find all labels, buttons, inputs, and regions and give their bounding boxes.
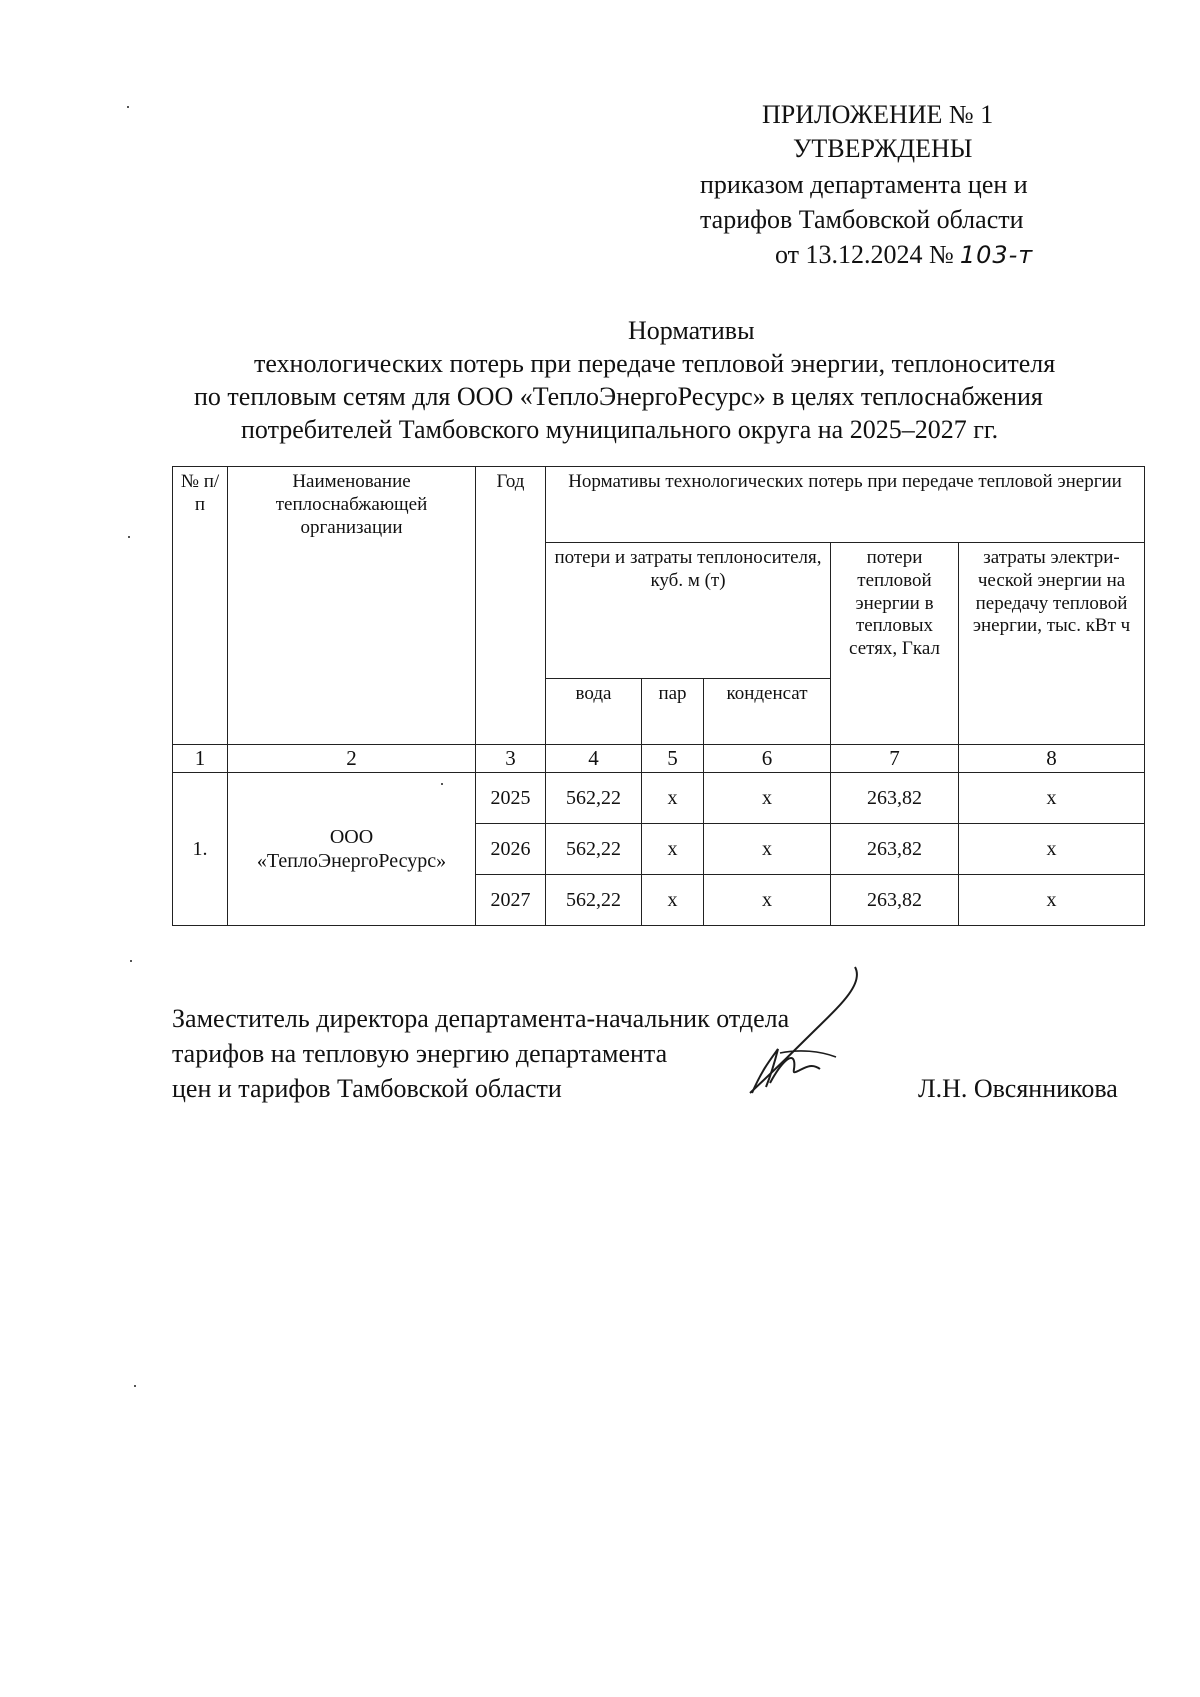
doc-subtitle-line-1: технологических потерь при передаче тепловой энергии, теплоносителя bbox=[254, 349, 1056, 378]
org-name-line-2: «ТеплоЭнергоРесурс» bbox=[256, 850, 447, 873]
year-cell: 2025 bbox=[476, 773, 546, 824]
header-condensate: конденсат bbox=[704, 679, 831, 745]
order-date: от 13.12.2024 № bbox=[775, 240, 954, 269]
col-number-3: 3 bbox=[476, 745, 546, 773]
scan-speck bbox=[128, 536, 130, 538]
col-number-6: 6 bbox=[704, 745, 831, 773]
scan-speck bbox=[134, 1385, 136, 1387]
steam-cell: х bbox=[642, 824, 704, 875]
steam-cell: х bbox=[642, 773, 704, 824]
heat-loss-cell: 263,82 bbox=[831, 875, 959, 926]
heat-loss-cell: 263,82 bbox=[831, 773, 959, 824]
steam-cell: х bbox=[642, 875, 704, 926]
org-name-line-1: ООО bbox=[329, 826, 374, 849]
scan-speck bbox=[127, 106, 129, 108]
header-year: Год bbox=[476, 467, 546, 745]
col-number-8: 8 bbox=[959, 745, 1145, 773]
org-name bbox=[228, 773, 476, 926]
order-number-handwritten: 103-т bbox=[959, 241, 1034, 269]
handwritten-signature bbox=[740, 965, 880, 1105]
col-number-2: 2 bbox=[228, 745, 476, 773]
electricity-cell: х bbox=[959, 875, 1145, 926]
doc-subtitle-line-2: по тепловым сетям для ООО «ТеплоЭнергоРесурс» в целях теплоснабжения bbox=[194, 382, 1043, 411]
order-date-line bbox=[775, 240, 1033, 270]
col-number-1: 1 bbox=[173, 745, 228, 773]
table-row bbox=[173, 773, 1145, 824]
header-electricity-costs: затраты электри-ческой энергии на передачу тепловой энергии, тыс. кВт ч bbox=[959, 543, 1145, 745]
header-norms-group: Нормативы технологических потерь при передаче тепловой энергии bbox=[546, 467, 1145, 543]
electricity-cell: х bbox=[959, 773, 1145, 824]
header-row-number: № п/п bbox=[173, 467, 228, 745]
signer-name: Л.Н. Овсянникова bbox=[918, 1074, 1118, 1103]
approved-label: УТВЕРЖДЕНЫ bbox=[793, 134, 973, 163]
condensate-cell: х bbox=[704, 824, 831, 875]
header-coolant-losses: потери и затраты теплоносителя, куб. м (т) bbox=[546, 543, 831, 679]
norms-table bbox=[172, 466, 1145, 926]
heat-loss-cell: 263,82 bbox=[831, 824, 959, 875]
signer-position-line-2: тарифов на тепловую энергию департамента bbox=[172, 1039, 668, 1068]
water-cell: 562,22 bbox=[546, 824, 642, 875]
year-cell: 2027 bbox=[476, 875, 546, 926]
condensate-cell: х bbox=[704, 773, 831, 824]
row-number: 1. bbox=[173, 773, 228, 926]
header-water: вода bbox=[546, 679, 642, 745]
signer-position-line-3: цен и тарифов Тамбовской области bbox=[172, 1074, 562, 1103]
header-org-name: Наименование теплоснабжающей организации bbox=[228, 467, 476, 745]
header-heat-losses: потери тепловой энергии в тепловых сетях, Гкал bbox=[831, 543, 959, 745]
doc-title: Нормативы bbox=[628, 316, 755, 345]
electricity-cell: х bbox=[959, 824, 1145, 875]
water-cell: 562,22 bbox=[546, 875, 642, 926]
doc-subtitle-line-3: потребителей Тамбовского муниципального округа на 2025–2027 гг. bbox=[241, 415, 999, 444]
header-steam: пар bbox=[642, 679, 704, 745]
order-line-2: тарифов Тамбовской области bbox=[700, 205, 1024, 234]
condensate-cell: х bbox=[704, 875, 831, 926]
water-cell: 562,22 bbox=[546, 773, 642, 824]
col-number-5: 5 bbox=[642, 745, 704, 773]
col-number-7: 7 bbox=[831, 745, 959, 773]
col-number-4: 4 bbox=[546, 745, 642, 773]
scan-speck bbox=[441, 783, 443, 785]
year-cell: 2026 bbox=[476, 824, 546, 875]
appendix-label: ПРИЛОЖЕНИЕ № 1 bbox=[762, 100, 994, 129]
scan-speck bbox=[130, 960, 132, 962]
order-line-1: приказом департамента цен и bbox=[700, 170, 1028, 199]
signer-position-line-1: Заместитель директора департамента-начальник отдела bbox=[172, 1004, 790, 1033]
